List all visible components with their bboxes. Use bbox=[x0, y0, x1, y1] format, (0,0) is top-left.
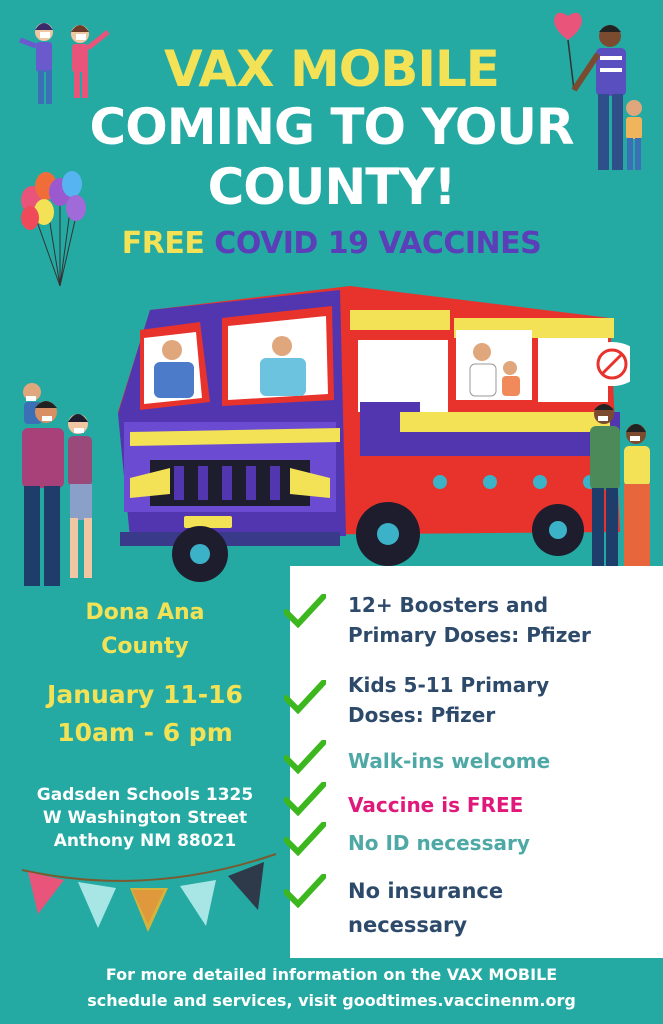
title-line-3: COUNTY! bbox=[207, 158, 456, 216]
check-icon bbox=[284, 740, 326, 774]
address-block bbox=[0, 784, 290, 853]
county-line-2: County bbox=[101, 634, 189, 659]
footer-line-2: schedule and services, visit goodtimes.vaccinenm.org bbox=[87, 991, 576, 1010]
address-line-1: Gadsden Schools 1325 bbox=[36, 785, 254, 805]
family-illustration bbox=[6, 376, 116, 592]
title-line-1: VAX MOBILE bbox=[164, 40, 499, 98]
check-icon bbox=[284, 680, 326, 714]
vax-mobile-bus-illustration bbox=[110, 282, 630, 582]
title-line-2: COMING TO YOUR bbox=[89, 98, 574, 156]
checklist-item-no-id bbox=[348, 828, 530, 858]
checklist-item-no-insurance bbox=[348, 874, 503, 942]
checklist-item-free bbox=[348, 790, 523, 820]
subtitle bbox=[0, 226, 663, 261]
checklist-item-line: necessary bbox=[348, 913, 468, 937]
checklist-item-line: Kids 5-11 Primary bbox=[348, 673, 550, 697]
checklist-item-line: Vaccine is FREE bbox=[348, 793, 524, 817]
subtitle-covid: COVID 19 VACCINES bbox=[214, 226, 542, 261]
event-dates: January 11-16 bbox=[47, 680, 243, 709]
event-hours: 10am - 6 pm bbox=[57, 718, 233, 747]
kids-illustration bbox=[14, 18, 114, 110]
checklist-item-boosters bbox=[348, 590, 591, 650]
check-icon bbox=[284, 782, 326, 816]
checklist-item-line: No ID necessary bbox=[348, 831, 530, 855]
footer-info bbox=[0, 962, 663, 1014]
balloons-illustration bbox=[14, 168, 94, 293]
checklist-item-line: Walk-ins welcome bbox=[348, 749, 551, 773]
address-line-3: Anthony NM 88021 bbox=[53, 831, 237, 851]
father-child-illustration bbox=[548, 10, 658, 180]
checklist-item-walkins bbox=[348, 746, 550, 776]
date-block bbox=[0, 676, 290, 752]
address-line-2: W Washington Street bbox=[42, 808, 248, 828]
check-icon bbox=[284, 822, 326, 856]
county-block bbox=[0, 596, 290, 664]
checklist-item-line: 12+ Boosters and bbox=[348, 593, 549, 617]
county-line-1: Dona Ana bbox=[85, 600, 205, 625]
check-icon bbox=[284, 874, 326, 908]
checklist-item-line: Primary Doses: Pfizer bbox=[348, 623, 591, 647]
footer-line-1: For more detailed information on the VAX MOBILE bbox=[105, 965, 558, 984]
checklist-item-line: Doses: Pfizer bbox=[348, 703, 496, 727]
checklist-item-line: No insurance bbox=[348, 879, 504, 903]
check-icon bbox=[284, 594, 326, 628]
bunting-illustration bbox=[18, 850, 280, 940]
subtitle-free: FREE bbox=[121, 226, 205, 261]
checklist-item-kids bbox=[348, 670, 549, 730]
